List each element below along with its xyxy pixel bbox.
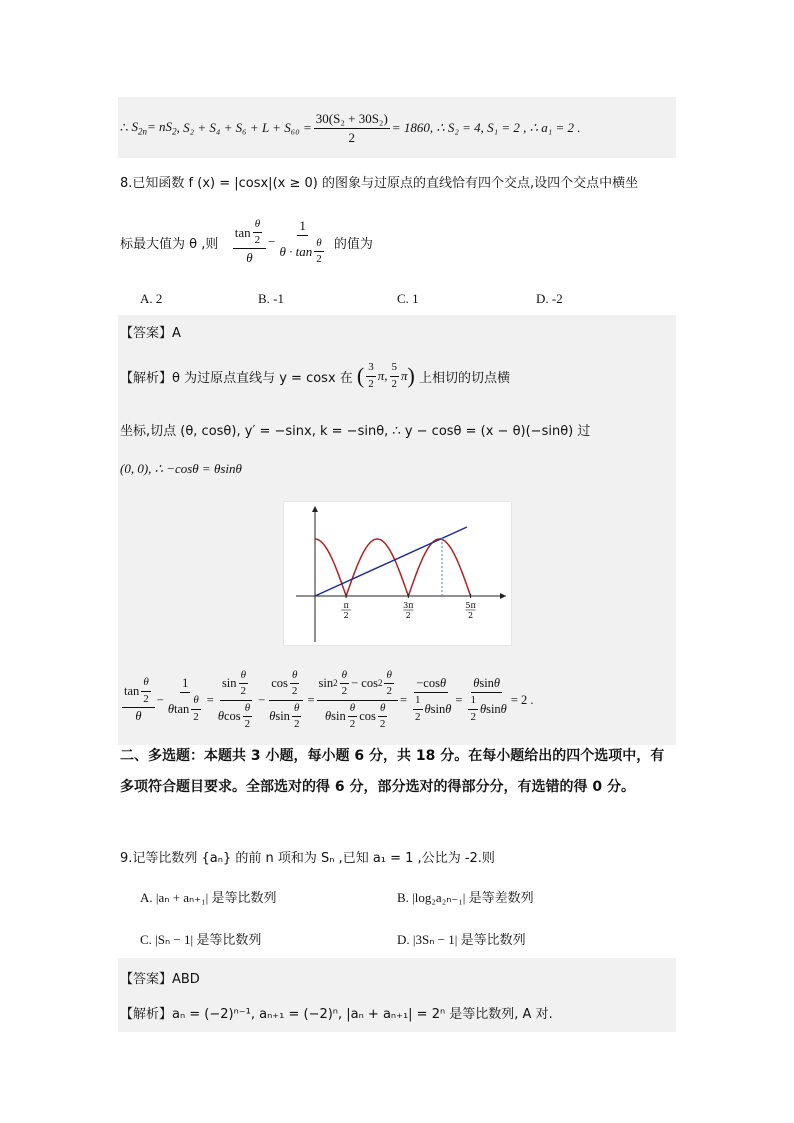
x-tick-label-numerator: π	[343, 601, 349, 610]
tangent-line	[315, 527, 467, 596]
sum-result: = 1860, ∴ S₂ = 4, S₁ = 2 , ∴ a₁ = 2 .	[391, 120, 581, 135]
therefore-symbol: ∴	[120, 120, 129, 135]
question-8-expression-line	[120, 205, 373, 279]
derivation-result: = 2 .	[510, 692, 534, 707]
sum-fraction-numerator: 30(S₂ + 30S₂)	[314, 111, 390, 129]
tan-half-over-theta: tan $\frac{\theta}{2}$ θ	[233, 218, 266, 266]
question-8-line-a: 8.已知函数 f (x) = |cosx|(x ≥ 0) 的图象与过原点的直线恰有四个交点,设四个交点中横坐	[120, 175, 639, 191]
solution-line-sum	[120, 106, 581, 150]
option-8-b: B. -1	[258, 291, 284, 306]
option-9-a: A. |aₙ + aₙ₊₁| 是等比数列	[140, 890, 277, 905]
x-axis-arrow	[500, 593, 506, 599]
x-tick-label-denominator: 2	[405, 611, 411, 620]
minus-sign: −	[268, 234, 276, 249]
option-8-d: D. -2	[536, 291, 563, 306]
x-tick-label-denominator: 2	[343, 611, 349, 620]
analysis-8-line-3: (0, 0), ∴ −cosθ = θsinθ	[120, 461, 242, 476]
section-2-heading: 二、多选题：本题共 3 小题，每小题 6 分，共 18 分。在每小题给出的四个选项中，有多项符合题目要求。全部选对的得 6 分，部分选对的得部分分，有选错的得 0 分。	[120, 748, 665, 795]
x-tick-label-numerator: 3π	[403, 601, 414, 610]
question-8-stem	[120, 170, 638, 192]
abs-cos-curve	[315, 539, 471, 596]
y-axis-arrow	[312, 506, 318, 512]
n-s2-term: = $nS_2$	[147, 119, 177, 137]
option-8-c: C. 1	[397, 291, 419, 306]
s2n-term: $S_{2n}$	[131, 119, 148, 137]
deriv-frac-3: sin $\frac{\theta}{2}$ θ cos $\frac{\theta}{2}$	[217, 669, 251, 730]
sum-fraction	[314, 111, 390, 145]
option-9-b: B. |log₂a₂ₙ₋₁| 是等差数列	[397, 890, 534, 905]
one-over-theta-tan: 1 θ · tan $\frac{\theta}{2}$	[279, 218, 322, 265]
deriv-frac-1: tan $\frac{\theta}{2}$ θ	[122, 676, 155, 723]
question-8-line-b-pre: 标最大值为 θ ,则	[120, 236, 219, 252]
analysis-8-line-2: 坐标,切点 (θ, cosθ), y′ = −sinx, k = −sinθ, ∴ y − cosθ = (x − θ)(−sinθ) 过	[120, 423, 591, 439]
analysis-9: 【解析】aₙ = (−2)ⁿ⁻¹, aₙ₊₁ = (−2)ⁿ, |aₙ + aₙ₊₁| = 2ⁿ 是等比数列, A 对.	[120, 1006, 553, 1022]
derivation-line: tan $\frac{\theta}{2}$ θ − 1 θ tan $\frac{\theta}{2}$ = sin $\frac{\theta}{2}$ θ cos $\frac{\theta}{2}$ − cos $\frac{\theta}{2}$ θ sin $\frac{\theta}{2}$ = sin 2 $\frac{\theta}{2}$ − cos 2 $\frac{\theta}{2}$ θ sin $\frac{\theta}{2}$ cos $\frac{\theta}{2}$ = −cos θ $\frac{1}{2}$ θ sin θ = θ sin θ $\frac{1}{2}$ θ sin θ = 2 .	[124, 669, 534, 730]
sum-terms: , S₂ + S₄ + S₆ + L + S₆₀ =	[176, 120, 312, 135]
deriv-frac-6: −cos θ $\frac{1}{2}$ θ sin θ	[415, 676, 452, 723]
option-9-d: D. |3Sₙ − 1| 是等比数列	[397, 932, 526, 947]
deriv-frac-2: 1 θ tan $\frac{\theta}{2}$	[167, 676, 199, 723]
option-8-a: A. 2	[140, 291, 163, 306]
deriv-frac-5: sin 2 $\frac{\theta}{2}$ − cos 2 $\frac{\theta}{2}$ θ sin $\frac{\theta}{2}$ cos $\frac{\theta}{2}$	[317, 669, 398, 731]
answer-9: 【答案】ABD	[120, 971, 200, 987]
answer-8: 【答案】A	[120, 325, 181, 341]
sum-fraction-denominator: 2	[348, 129, 356, 145]
cos-graph-figure	[283, 501, 512, 646]
analysis-8-line-1	[120, 352, 510, 400]
deriv-frac-7: θ sin θ $\frac{1}{2}$ θ sin θ	[470, 676, 507, 723]
deriv-frac-4: cos $\frac{\theta}{2}$ θ sin $\frac{\theta}{2}$	[267, 669, 305, 731]
question-8-line-b-post: 的值为	[333, 236, 373, 252]
analysis-8-line-1-post: 上相切的切点横	[419, 370, 511, 386]
interval: ( $\frac{3}{2}$ π , $\frac{5}{2}$ π )	[356, 361, 415, 390]
cos-graph-svg	[284, 502, 511, 645]
option-9-c: C. |Sₙ − 1| 是等比数列	[140, 932, 262, 947]
question-9-stem: 9.记等比数列 {aₙ} 的前 n 项和为 Sₙ ,已知 a₁ = 1 ,公比为 -2.则	[120, 850, 495, 866]
x-tick-label-denominator: 2	[468, 611, 474, 620]
x-tick-label-numerator: 5π	[465, 601, 476, 610]
analysis-8-line-1-pre: 【解析】θ 为过原点直线与 y = cosx 在	[120, 370, 353, 386]
abs-cos-curve-path	[315, 539, 471, 596]
